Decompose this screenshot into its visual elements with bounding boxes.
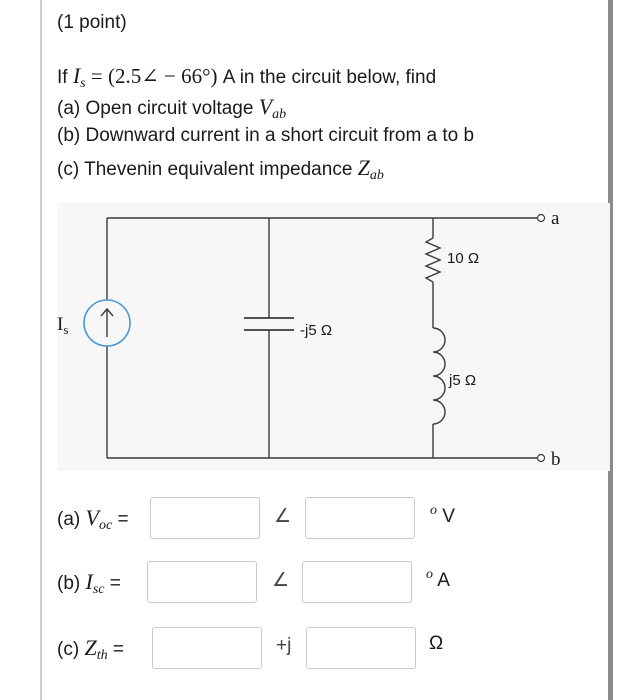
terminal-b-icon: [538, 455, 545, 462]
question-line-1-suffix: A in the circuit below, find: [222, 67, 437, 88]
answer-c-label: [57, 635, 124, 664]
points-label: (1 point): [57, 12, 127, 33]
terminal-a-icon: [538, 215, 545, 222]
answer-c-eq: =: [107, 639, 124, 660]
angle-icon: ∠: [272, 570, 290, 591]
part-c-text: (c) Thevenin equivalent impedance: [57, 159, 358, 180]
zth-real-input[interactable]: [152, 627, 262, 669]
isc-magnitude-input[interactable]: [147, 561, 257, 603]
answer-b-var: I: [85, 569, 93, 594]
question-part-b: (b) Downward current in a short circuit from a to b: [57, 125, 475, 146]
inductor-label: j5 Ω: [449, 372, 477, 389]
part-a-sub: ab: [272, 107, 287, 122]
isc-angle-input[interactable]: [302, 561, 412, 603]
answer-c-prefix: (c): [57, 639, 85, 660]
answer-b-label: [57, 569, 121, 598]
capacitor-label: -j5 Ω: [300, 322, 333, 339]
answer-c-unit: Ω: [429, 633, 444, 654]
terminal-a-label: a: [551, 208, 560, 229]
zth-imag-input[interactable]: [306, 627, 416, 669]
source-label-sub: s: [63, 322, 69, 337]
resistor-label: 10 Ω: [447, 250, 480, 267]
answer-a-unit: [430, 503, 455, 528]
degree-icon: o: [430, 503, 437, 518]
question-part-c: [57, 155, 384, 184]
part-c-sub: ab: [369, 168, 384, 183]
source-var: I: [72, 63, 81, 88]
source-label-var: I: [57, 314, 64, 335]
angle-icon: ∠: [274, 506, 292, 527]
source-expression: = (2.5∠ − 66°): [85, 64, 223, 88]
part-c-var: Z: [357, 155, 370, 180]
answer-row-a: [57, 497, 617, 541]
question-if: If: [57, 67, 73, 88]
answer-b-sub: sc: [92, 582, 105, 597]
answer-a-var: V: [85, 505, 99, 530]
answer-row-b: [57, 561, 617, 605]
resistor-icon: [426, 238, 440, 282]
voc-angle-input[interactable]: [305, 497, 415, 539]
answer-a-prefix: (a): [57, 509, 86, 530]
source-label: [57, 314, 68, 338]
answer-b-unit-text: A: [437, 570, 450, 591]
answer-c-var: Z: [84, 635, 97, 660]
inductor-icon: [433, 328, 445, 424]
answer-b-eq: =: [104, 573, 121, 594]
degree-icon: o: [426, 567, 433, 582]
answer-b-prefix: (b): [57, 573, 86, 594]
answer-b-unit: [426, 567, 450, 592]
question-line-1: [57, 63, 436, 92]
answer-row-c: [57, 627, 617, 671]
circuit-diagram: [57, 203, 610, 471]
answer-a-sub: oc: [98, 518, 113, 533]
imaginary-plus-j: +j: [276, 635, 292, 656]
part-a-var: V: [258, 94, 273, 119]
part-a-text: (a) Open circuit voltage: [57, 98, 259, 119]
question-part-a: [57, 94, 286, 123]
answer-a-unit-text: V: [442, 506, 455, 527]
frame-left-border: [40, 0, 42, 700]
answer-a-label: [57, 505, 129, 534]
answer-a-eq: =: [112, 509, 129, 530]
voc-magnitude-input[interactable]: [150, 497, 260, 539]
answer-c-sub: th: [96, 648, 108, 663]
terminal-b-label: b: [551, 449, 561, 470]
source-var-sub: s: [80, 76, 86, 91]
